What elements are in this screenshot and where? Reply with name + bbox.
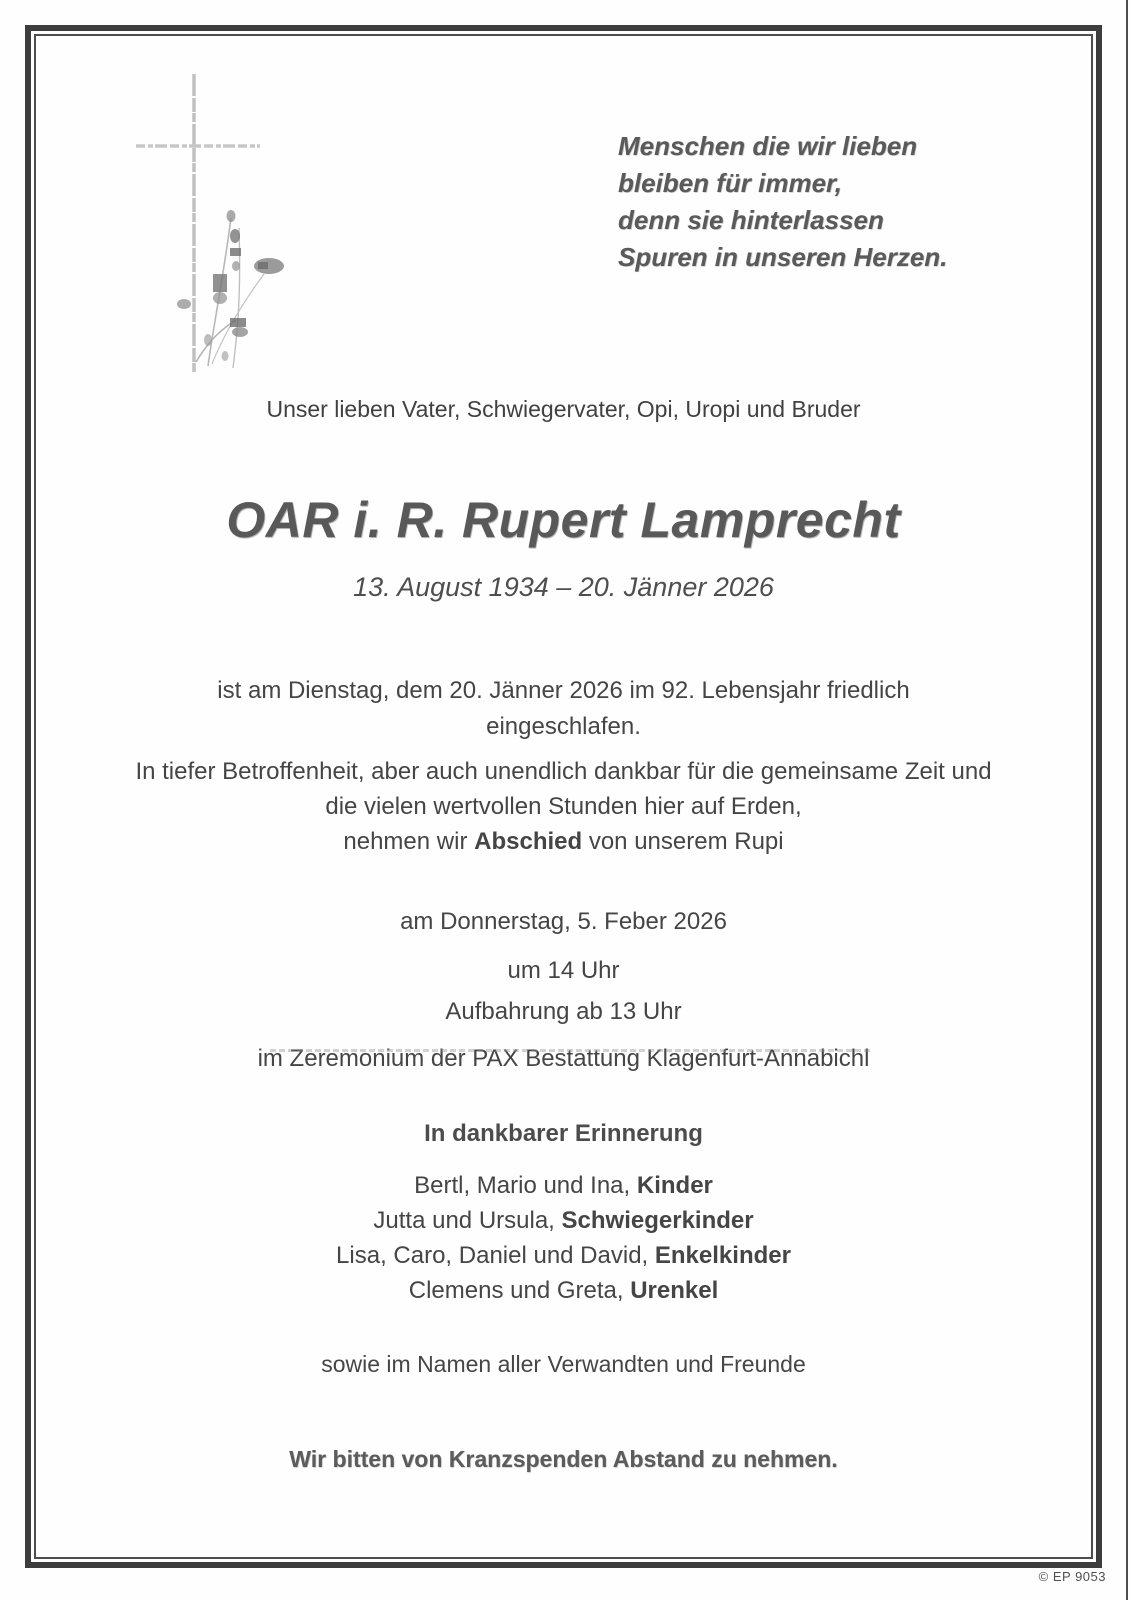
family-line-grandchildren [25,1241,1102,1271]
family-line-children-in-law [25,1206,1102,1236]
death-statement-line-1: ist am Dienstag, dem 20. Jänner 2026 im 92. Lebensjahr friedlich [217,677,910,704]
death-statement-line-2: eingeschlafen. [486,713,641,740]
scan-smudge-artifact [270,1049,870,1052]
print-code: © EP 9053 [1038,1569,1106,1584]
life-dates: 13. August 1934 – 20. Jänner 2026 [353,572,774,602]
farewell-emphasis: Abschied [474,828,583,855]
poem-line-1: Menschen die wir lieben [618,131,918,161]
family-role: Enkelkinder [654,1242,791,1269]
family-names: Clemens und Greta, [408,1277,631,1304]
announcement-content [25,0,1102,1600]
deceased-name: OAR i. R. Rupert Lamprecht [226,492,901,548]
relation-intro: Unser lieben Vater, Schwiegervater, Opi, Uropi und Bruder [266,396,861,422]
family-line-children [25,1171,1102,1201]
farewell-suffix: von unserem Rupi [582,828,784,855]
relatives-note: sowie im Namen aller Verwandten und Freunde [321,1351,806,1377]
family-names: Jutta und Ursula, [373,1207,562,1234]
family-role: Schwiegerkinder [561,1207,754,1234]
farewell-line [25,827,1102,857]
laying-out-time: Aufbahrung ab 13 Uhr [445,998,682,1025]
ceremony-location: im Zeremonium der PAX Bestattung Klagenfurt-Annabichl [257,1045,870,1072]
remembrance-heading: In dankbarer Erinnerung [424,1120,703,1147]
grief-line-1: In tiefer Betroffenheit, aber auch unendlich dankbar für die gemeinsame Zeit und [135,758,992,785]
ceremony-date: am Donnerstag, 5. Feber 2026 [400,908,727,935]
family-names: Bertl, Mario und Ina, [414,1172,637,1199]
poem-line-3: denn sie hinterlassen [618,205,884,235]
poem-line-2: bleiben für immer, [618,168,842,198]
family-role: Urenkel [630,1277,719,1304]
grief-line-2: die vielen wertvollen Stunden hier auf Erden, [325,793,802,820]
family-names: Lisa, Caro, Daniel und David, [336,1242,655,1269]
wreath-request: Wir bitten von Kranzspenden Abstand zu nehmen. [289,1446,838,1472]
family-line-great-grandchildren [25,1276,1102,1306]
ceremony-time: um 14 Uhr [507,957,620,984]
scan-page-edge [1126,0,1128,1600]
poem-line-4: Spuren in unseren Herzen. [618,242,948,272]
farewell-prefix: nehmen wir [343,828,475,855]
family-role: Kinder [636,1172,713,1199]
